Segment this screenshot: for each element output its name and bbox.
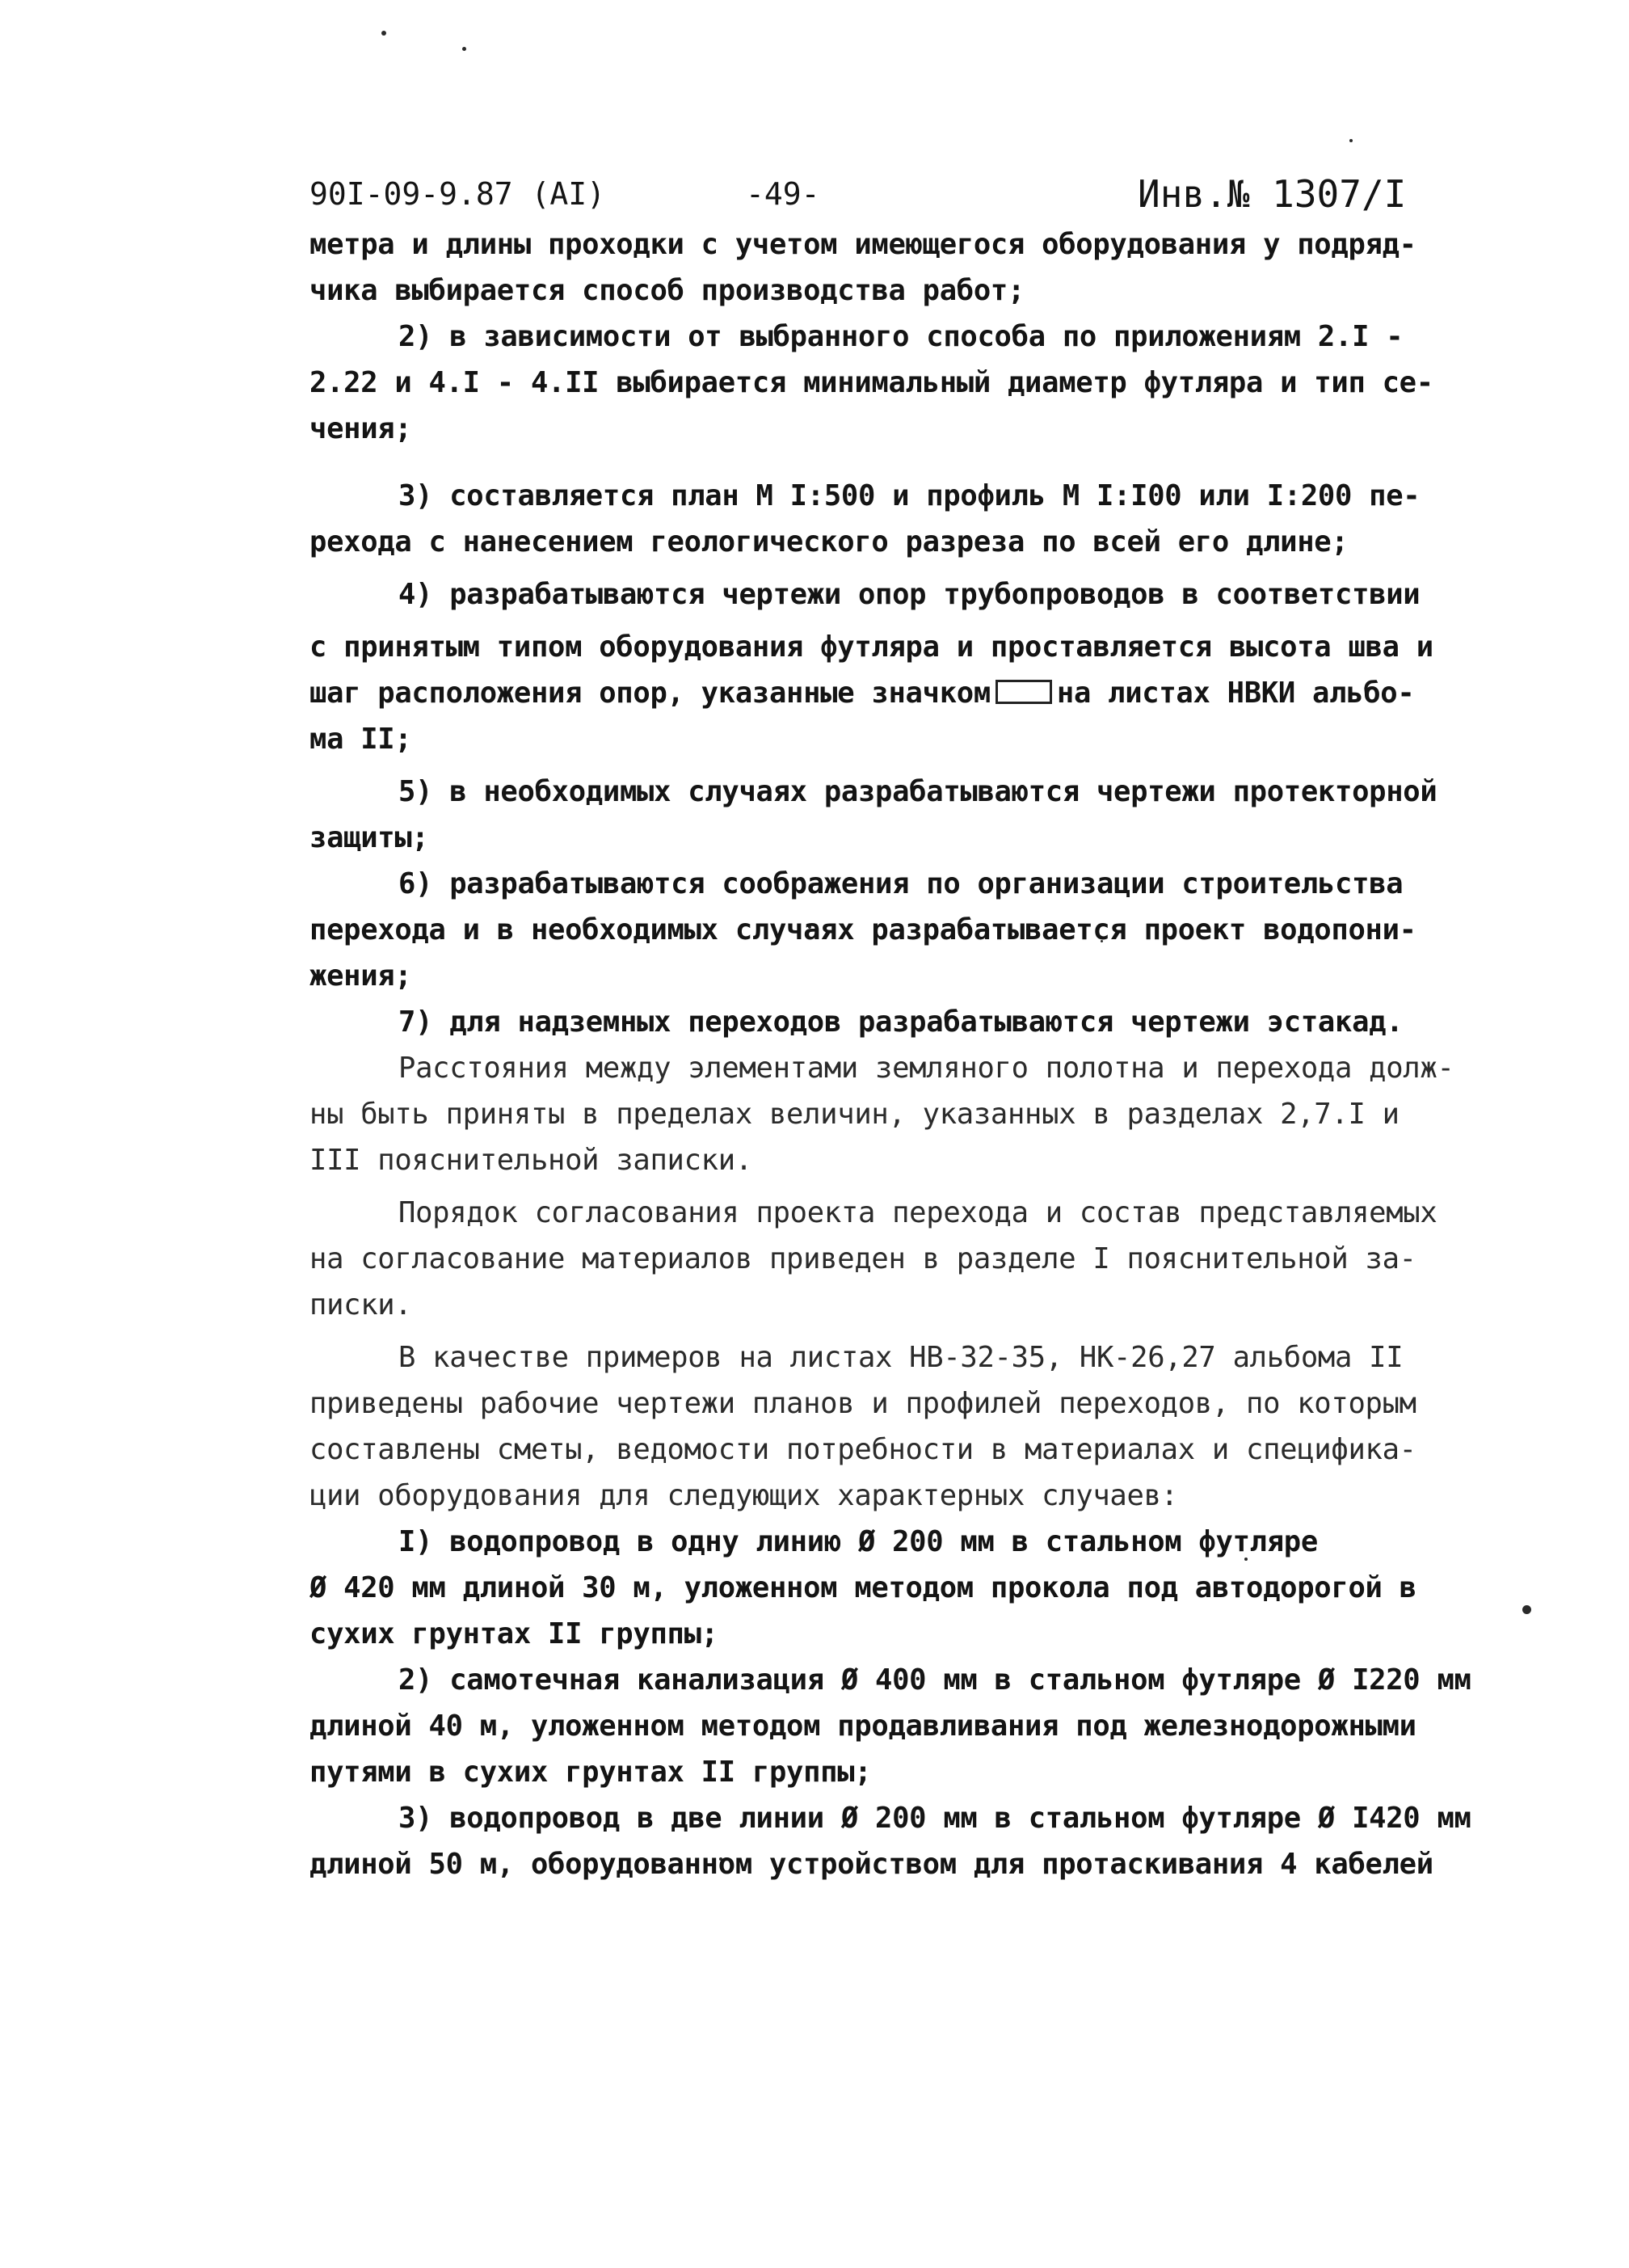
text-line: чения; xyxy=(309,412,412,445)
text-line: 2.22 и 4.I - 4.II выбирается минимальный диаметр футляра и тип се- xyxy=(309,366,1433,399)
page-number: -49- xyxy=(746,176,820,212)
text-line: 3) водопровод в две линии Ø 200 мм в стальном футляре Ø I420 мм xyxy=(398,1802,1471,1835)
scan-speck xyxy=(381,31,386,36)
text-line: защиты; xyxy=(309,821,429,854)
text-line: приведены рабочие чертежи планов и профилей переходов, по которым xyxy=(309,1387,1416,1420)
text-line: Ø 420 мм длиной 30 м, уложенном методом прокола под автодорогой в xyxy=(309,1571,1416,1604)
text-line: сухих грунтах II группы; xyxy=(309,1617,718,1650)
inventory-number: Инв.№ 1307/I xyxy=(1138,172,1407,216)
text-line: путями в сухих грунтах II группы; xyxy=(309,1756,872,1789)
text-line: 2) в зависимости от выбранного способа по приложениям 2.I - xyxy=(398,320,1404,353)
text-line xyxy=(309,670,1473,716)
text-line: с принятым типом оборудования футляра и проставляется высота шва и xyxy=(309,630,1433,664)
text-line: жения; xyxy=(309,959,412,993)
text-line: на согласование материалов приведен в разделе I пояснительной за- xyxy=(309,1242,1416,1275)
text-line: 6) разрабатываются соображения по организации строительства xyxy=(398,867,1404,900)
text-line: Порядок согласования проекта перехода и состав представляемых xyxy=(398,1196,1437,1229)
text-line: 5) в необходимых случаях разрабатываются чертежи протекторной xyxy=(398,775,1437,808)
scan-speck xyxy=(1349,139,1353,142)
text-line: перехода и в необходимых случаях разрабатывается проект водопони- xyxy=(309,913,1416,946)
text-line: ны быть приняты в пределах величин, указанных в разделах 2,7.I и xyxy=(309,1098,1400,1131)
text-line: Расстояния между элементами земляного полотна и перехода долж- xyxy=(398,1052,1454,1085)
text-line: III пояснительной записки. xyxy=(309,1144,752,1177)
text-line: составлены сметы, ведомости потребности в материалах и спецификa- xyxy=(309,1433,1416,1466)
text-line: 4) разрабатываются чертежи опор трубопроводов в соответствии xyxy=(398,578,1421,611)
text-line: 3) составляется план М I:500 и профиль М I:I00 или I:200 пе- xyxy=(398,479,1421,512)
text-line: 2) самотечная канализация Ø 400 мм в стальном футляре Ø I220 мм xyxy=(398,1663,1471,1697)
box-symbol-icon xyxy=(996,680,1052,704)
text-line: длиной 40 м, уложенном методом продавливания под железнодорожными xyxy=(309,1709,1416,1743)
text-line: писки. xyxy=(309,1288,412,1322)
text-line: ции оборудования для следующих характерных случаев: xyxy=(309,1479,1178,1512)
text-line: длиной 50 м, оборудованном устройством для протаскивания 4 кабелей xyxy=(309,1848,1433,1881)
scan-speck xyxy=(1522,1605,1531,1614)
document-code: 90I-09-9.87 (AI) xyxy=(309,176,606,212)
text-line: ма II; xyxy=(309,723,412,756)
text-line: рехода с нанесением геологического разреза по всей его длине; xyxy=(309,525,1349,559)
text-line: 7) для надземных переходов разрабатываются чертежи эстакад. xyxy=(398,1005,1404,1039)
text-fragment: шаг расположения опор, указанные значком xyxy=(309,677,991,710)
document-body xyxy=(309,221,1473,1887)
text-fragment: на листах НВКИ альбо- xyxy=(1056,677,1415,710)
page-header xyxy=(309,170,1505,218)
text-line: В качестве примеров на листах НВ-32-35, НК-26,27 альбома II xyxy=(398,1341,1404,1374)
text-line: I) водопровод в одну линию Ø 200 мм в стальном футляре xyxy=(398,1525,1318,1558)
text-line: метра и длины проходки с учетом имеющегося оборудования у подряд- xyxy=(309,228,1416,261)
scan-speck xyxy=(462,47,466,51)
text-line: чика выбирается способ производства работ; xyxy=(309,274,1025,307)
